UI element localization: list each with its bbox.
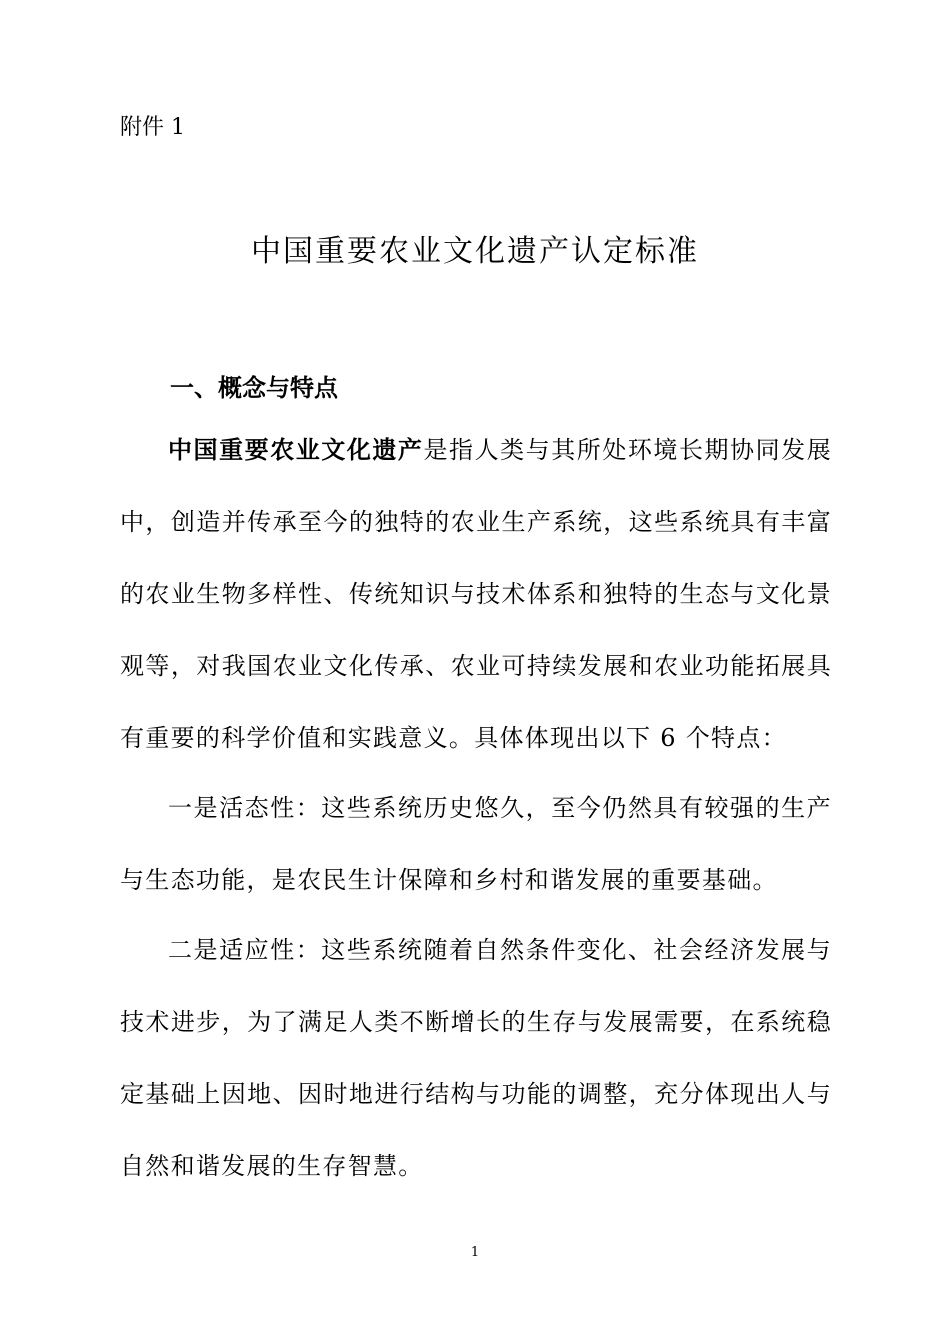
paragraph-adaptability [120, 914, 832, 1202]
defined-term: 中国重要农业文化遗产 [168, 435, 424, 464]
paragraph-adaptability-text: 二是适应性：这些系统随着自然条件变化、社会经济发展与技术进步，为了满足人类不断增长的生存与发展需要，在系统稳定基础上因地、因时地进行结构与功能的调整，充分体现出人与自然和谐发展的生存智慧。 [120, 936, 832, 1180]
page-number: 1 [470, 1245, 480, 1260]
section-heading: 一、概念与特点 [170, 373, 338, 402]
paragraph-liveness [120, 772, 832, 916]
paragraph-definition [120, 414, 832, 774]
definition-body: 是指人类与其所处环境长期协同发展中，创造并传承至今的独特的农业生产系统，这些系统具有丰富的农业生物多样性、传统知识与技术体系和独特的生态与文化景观等，对我国农业文化传承、农业可持续发展和农业功能拓展具有重要的科学价值和实践意义。具体体现出以下 6 个特点： [120, 436, 832, 752]
attachment-label: 附件 1 [120, 115, 185, 140]
paragraph-definition-text [120, 414, 832, 774]
document-title: 中国重要农业文化遗产认定标准 [251, 234, 699, 269]
paragraph-liveness-text: 一是活态性：这些系统历史悠久，至今仍然具有较强的生产与生态功能，是农民生计保障和乡村和谐发展的重要基础。 [120, 794, 832, 894]
